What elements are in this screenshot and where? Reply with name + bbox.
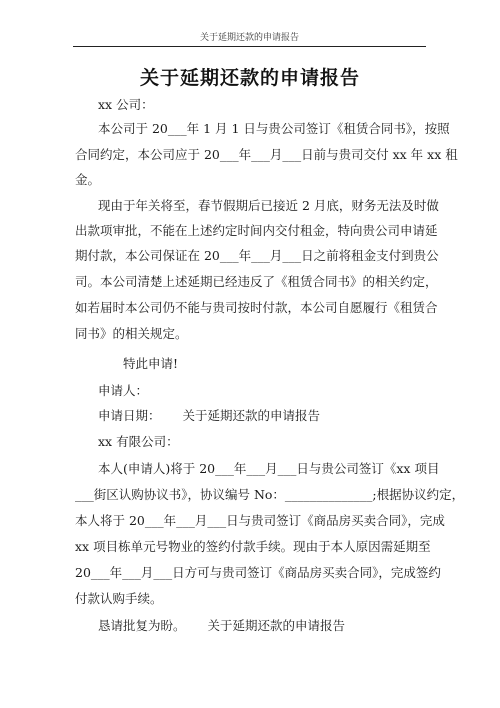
paragraph-line: 出款项审批，不能在上述约定时间内交付租金，特向贵公司申请延 bbox=[75, 223, 438, 238]
paragraph-line: 现由于年关将至，春节假期后已接近 2 月底，财务无法及时做 bbox=[98, 198, 439, 213]
header-divider bbox=[73, 46, 426, 47]
application-date-label: 申请日期： bbox=[98, 408, 161, 423]
document-title: 关于延期还款的申请报告 bbox=[139, 67, 360, 89]
paragraph-line: ___街区认购协议书》，协议编号 No：______________;根据协议约定， bbox=[75, 487, 465, 502]
paragraph-line: 期付款，本公司保证在 20___年___月___日之前将租金支付到贵公 bbox=[75, 248, 439, 263]
paragraph-line: 本人(申请人)将于 20___年___月___日与贵公司签订《xx 项目 bbox=[98, 461, 440, 476]
paragraph-line: 司。本公司清楚上述延期已经违反了《租赁合同书》的相关约定， bbox=[75, 274, 438, 289]
inline-title-ref: 关于延期还款的申请报告 bbox=[207, 618, 346, 633]
applicant-line: 申请人： bbox=[98, 383, 149, 398]
paragraph-line: 付款认购手续。 bbox=[75, 591, 163, 606]
paragraph-line: 同书》的相关规定。 bbox=[75, 326, 188, 341]
paragraph-line: xx 项目栋单元号物业的签约付款手续。现由于本人原因需延期至 bbox=[75, 539, 431, 554]
paragraph-line: 如若届时本公司仍不能与贵司按时付款，本公司自愿履行《租赁合 bbox=[75, 300, 438, 315]
addressee-line-1: xx 公司： bbox=[98, 97, 154, 112]
request-text: 恳请批复为盼。 bbox=[98, 618, 186, 633]
paragraph-line: 金。 bbox=[75, 172, 101, 187]
addressee-line-2: xx 有限公司： bbox=[98, 434, 179, 449]
paragraph-line: 本公司于 20___年 1 月 1 日与贵公司签订《租赁合同书》，按照 bbox=[98, 121, 450, 136]
page-header: 关于延期还款的申请报告 bbox=[199, 33, 299, 43]
paragraph-line: 20___年___月___日方可与贵司签订《商品房买卖合同》，完成签约 bbox=[75, 565, 441, 580]
application-date-line bbox=[98, 408, 320, 424]
paragraph-line: 本人将于 20___年___月___日与贵司签订《商品房买卖合同》，完成 bbox=[75, 513, 445, 528]
paragraph-line: 合同约定，本公司应于 20___年___月___日前与贵司交付 xx 年 xx 租 bbox=[75, 147, 458, 162]
closing-line: 特此申请! bbox=[123, 356, 179, 371]
request-line bbox=[98, 618, 345, 634]
inline-title-ref: 关于延期还款的申请报告 bbox=[182, 408, 321, 423]
